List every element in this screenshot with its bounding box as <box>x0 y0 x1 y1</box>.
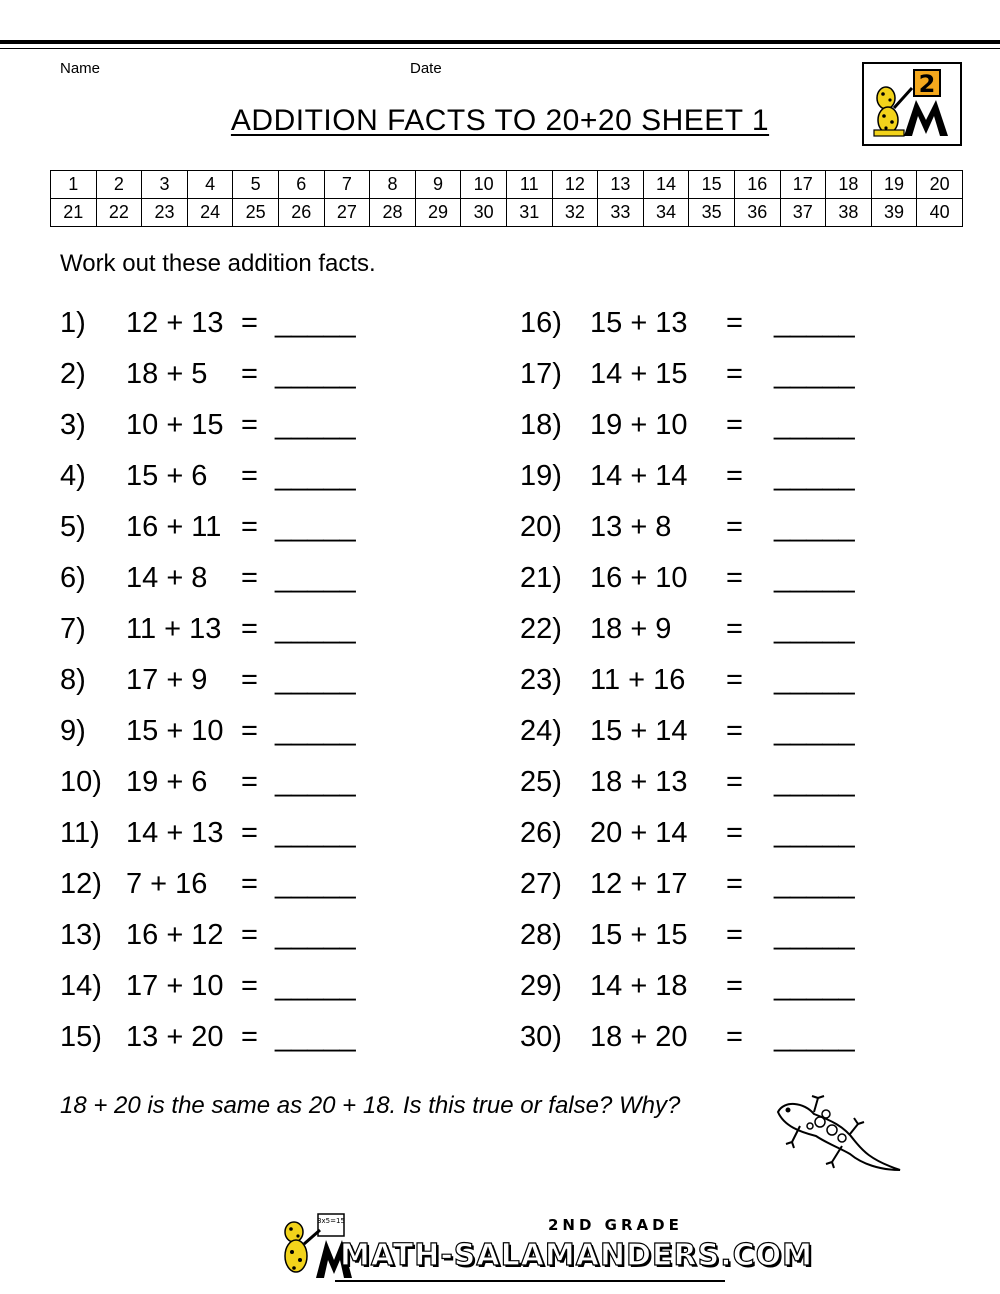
question-expression: 15 + 6 <box>126 460 208 492</box>
answer-blank[interactable]: _____ <box>774 511 855 543</box>
question-number: 2) <box>60 358 86 390</box>
question-number: 11) <box>60 817 100 849</box>
question-expression: 18 + 9 <box>590 613 672 645</box>
question-number: 5) <box>60 511 86 543</box>
number-grid-cell: 12 <box>552 171 598 199</box>
sign-text: 3x5=15 <box>317 1217 345 1225</box>
equals-sign: = <box>241 562 258 594</box>
top-rule <box>0 40 1000 44</box>
equals-sign: = <box>241 1021 258 1053</box>
question-number: 29) <box>520 970 562 1002</box>
equals-sign: = <box>241 664 258 696</box>
question-expression: 18 + 5 <box>126 358 208 390</box>
number-grid-cell: 19 <box>871 171 917 199</box>
question-expression: 16 + 12 <box>126 919 224 951</box>
question-number: 14) <box>60 970 102 1002</box>
answer-blank[interactable]: _____ <box>275 307 356 339</box>
number-grid-cell: 30 <box>461 199 507 227</box>
number-grid-cell: 16 <box>734 171 780 199</box>
grade-logo <box>862 62 962 146</box>
question-expression: 17 + 9 <box>126 664 208 696</box>
answer-blank[interactable]: _____ <box>275 511 356 543</box>
equals-sign: = <box>726 613 743 645</box>
number-grid-cell: 8 <box>370 171 416 199</box>
question-number: 10) <box>60 766 102 798</box>
footer-site-name: MATH-SALAMANDERS.COM <box>340 1238 813 1273</box>
number-grid-cell: 31 <box>506 199 552 227</box>
number-grid-cell: 38 <box>826 199 872 227</box>
number-grid-cell: 35 <box>689 199 735 227</box>
equals-sign: = <box>241 511 258 543</box>
equals-sign: = <box>241 868 258 900</box>
equals-sign: = <box>241 919 258 951</box>
answer-blank[interactable]: _____ <box>774 766 855 798</box>
equals-sign: = <box>241 766 258 798</box>
answer-blank[interactable]: _____ <box>774 307 855 339</box>
question-number: 28) <box>520 919 562 951</box>
equals-sign: = <box>726 766 743 798</box>
question-expression: 12 + 17 <box>590 868 688 900</box>
question-expression: 14 + 14 <box>590 460 688 492</box>
answer-blank[interactable]: _____ <box>275 358 356 390</box>
number-grid-cell: 34 <box>643 199 689 227</box>
answer-blank[interactable]: _____ <box>774 562 855 594</box>
number-grid-cell: 18 <box>826 171 872 199</box>
equals-sign: = <box>726 919 743 951</box>
question-expression: 14 + 18 <box>590 970 688 1002</box>
answer-blank[interactable]: _____ <box>275 970 356 1002</box>
question-number: 27) <box>520 868 562 900</box>
number-grid-cell: 17 <box>780 171 826 199</box>
number-grid-cell: 14 <box>643 171 689 199</box>
question-number: 24) <box>520 715 562 747</box>
equals-sign: = <box>726 664 743 696</box>
number-grid-cell: 6 <box>278 171 324 199</box>
question-expression: 11 + 13 <box>126 613 222 645</box>
equals-sign: = <box>241 460 258 492</box>
question-expression: 15 + 13 <box>590 307 688 339</box>
question-expression: 15 + 15 <box>590 919 688 951</box>
equals-sign: = <box>726 562 743 594</box>
answer-blank[interactable]: _____ <box>774 919 855 951</box>
equals-sign: = <box>241 817 258 849</box>
number-grid-cell: 32 <box>552 199 598 227</box>
question-expression: 19 + 6 <box>126 766 208 798</box>
equals-sign: = <box>241 307 258 339</box>
equals-sign: = <box>241 613 258 645</box>
question-expression: 19 + 10 <box>590 409 688 441</box>
answer-blank[interactable]: _____ <box>774 970 855 1002</box>
page-title <box>0 104 1000 138</box>
number-grid-cell: 27 <box>324 199 370 227</box>
question-number: 17) <box>520 358 562 390</box>
answer-blank[interactable]: _____ <box>275 715 356 747</box>
logo-grade-number: 2 <box>918 70 936 98</box>
number-grid-cell: 36 <box>734 199 780 227</box>
question-expression: 15 + 10 <box>126 715 224 747</box>
equals-sign: = <box>726 715 743 747</box>
number-grid-cell: 13 <box>598 171 644 199</box>
question-expression: 17 + 10 <box>126 970 224 1002</box>
number-grid-cell: 4 <box>187 171 233 199</box>
page-title-text: ADDITION FACTS TO 20+20 SHEET 1 <box>230 104 770 137</box>
question-expression: 14 + 8 <box>126 562 208 594</box>
question-expression: 7 + 16 <box>126 868 208 900</box>
answer-blank[interactable]: _____ <box>774 868 855 900</box>
date-label: Date <box>410 60 442 77</box>
question-expression: 13 + 20 <box>126 1021 224 1053</box>
answer-blank[interactable]: _____ <box>275 664 356 696</box>
question-number: 25) <box>520 766 562 798</box>
number-grid-cell: 28 <box>370 199 416 227</box>
answer-blank[interactable]: _____ <box>275 562 356 594</box>
question-expression: 13 + 8 <box>590 511 672 543</box>
answer-blank[interactable]: _____ <box>275 409 356 441</box>
question-number: 20) <box>520 511 562 543</box>
equals-sign: = <box>726 307 743 339</box>
answer-blank[interactable]: _____ <box>275 919 356 951</box>
equals-sign: = <box>241 715 258 747</box>
footer-grade: 2ND GRADE <box>548 1216 683 1234</box>
number-grid-row <box>51 199 963 227</box>
number-grid-cell: 20 <box>917 171 963 199</box>
question-number: 15) <box>60 1021 102 1053</box>
number-grid-cell: 29 <box>415 199 461 227</box>
answer-blank[interactable]: _____ <box>774 715 855 747</box>
equals-sign: = <box>241 409 258 441</box>
answer-blank[interactable]: _____ <box>774 664 855 696</box>
answer-blank[interactable]: _____ <box>774 613 855 645</box>
number-grid-cell: 7 <box>324 171 370 199</box>
answer-blank[interactable]: _____ <box>774 817 855 849</box>
question-number: 18) <box>520 409 562 441</box>
question-expression: 16 + 11 <box>126 511 222 543</box>
question-expression: 15 + 14 <box>590 715 688 747</box>
question-expression: 14 + 13 <box>126 817 224 849</box>
number-grid-cell: 5 <box>233 171 279 199</box>
number-grid-cell: 2 <box>96 171 142 199</box>
question-number: 21) <box>520 562 562 594</box>
question-expression: 18 + 13 <box>590 766 688 798</box>
equals-sign: = <box>726 817 743 849</box>
number-grid-cell: 40 <box>917 199 963 227</box>
number-grid-cell: 37 <box>780 199 826 227</box>
number-grid-cell: 11 <box>506 171 552 199</box>
number-grid-cell: 26 <box>278 199 324 227</box>
question-number: 13) <box>60 919 102 951</box>
question-number: 4) <box>60 460 86 492</box>
number-grid-body <box>51 171 963 227</box>
number-grid <box>50 170 963 227</box>
question-number: 19) <box>520 460 562 492</box>
answer-blank[interactable]: _____ <box>275 460 356 492</box>
question-number: 26) <box>520 817 562 849</box>
equals-sign: = <box>726 868 743 900</box>
equals-sign: = <box>726 511 743 543</box>
answer-blank[interactable]: _____ <box>774 1021 855 1053</box>
equals-sign: = <box>241 970 258 1002</box>
question-number: 8) <box>60 664 86 696</box>
number-grid-cell: 23 <box>142 199 188 227</box>
question-number: 30) <box>520 1021 562 1053</box>
equals-sign: = <box>726 358 743 390</box>
salamander-logo-icon <box>864 64 960 144</box>
name-label: Name <box>60 60 101 77</box>
number-grid-cell: 1 <box>51 171 97 199</box>
answer-blank[interactable]: _____ <box>774 358 855 390</box>
question-number: 3) <box>60 409 86 441</box>
question-expression: 11 + 16 <box>590 664 686 696</box>
equals-sign: = <box>241 358 258 390</box>
question-number: 6) <box>60 562 86 594</box>
top-rule-thin <box>0 48 1000 49</box>
question-expression: 14 + 15 <box>590 358 688 390</box>
number-grid-cell: 10 <box>461 171 507 199</box>
equals-sign: = <box>726 970 743 1002</box>
question-number: 9) <box>60 715 86 747</box>
number-grid-cell: 21 <box>51 199 97 227</box>
answer-blank[interactable]: _____ <box>774 460 855 492</box>
number-grid-cell: 9 <box>415 171 461 199</box>
number-grid-cell: 15 <box>689 171 735 199</box>
number-grid-cell: 25 <box>233 199 279 227</box>
question-number: 22) <box>520 613 562 645</box>
answer-blank[interactable]: _____ <box>275 868 356 900</box>
salamander-drawing-icon <box>770 1090 910 1180</box>
number-grid-cell: 22 <box>96 199 142 227</box>
equals-sign: = <box>726 1021 743 1053</box>
question-expression: 20 + 14 <box>590 817 688 849</box>
question-number: 16) <box>520 307 562 339</box>
answer-blank[interactable]: _____ <box>275 817 356 849</box>
number-grid-cell: 39 <box>871 199 917 227</box>
number-grid-cell: 33 <box>598 199 644 227</box>
number-grid-cell: 24 <box>187 199 233 227</box>
question-expression: 10 + 15 <box>126 409 224 441</box>
question-number: 1) <box>60 307 86 339</box>
number-grid-row <box>51 171 963 199</box>
answer-blank[interactable]: _____ <box>275 766 356 798</box>
answer-blank[interactable]: _____ <box>774 409 855 441</box>
answer-blank[interactable]: _____ <box>275 1021 356 1053</box>
bottom-question: 18 + 20 is the same as 20 + 18. Is this true or false? Why? <box>60 1092 681 1119</box>
number-grid-cell: 3 <box>142 171 188 199</box>
answer-blank[interactable]: _____ <box>275 613 356 645</box>
equals-sign: = <box>726 409 743 441</box>
question-expression: 16 + 10 <box>590 562 688 594</box>
instructions: Work out these addition facts. <box>60 250 376 277</box>
equals-sign: = <box>726 460 743 492</box>
question-number: 12) <box>60 868 102 900</box>
question-number: 7) <box>60 613 86 645</box>
question-number: 23) <box>520 664 562 696</box>
question-expression: 12 + 13 <box>126 307 224 339</box>
footer-underline <box>335 1280 725 1282</box>
question-expression: 18 + 20 <box>590 1021 688 1053</box>
